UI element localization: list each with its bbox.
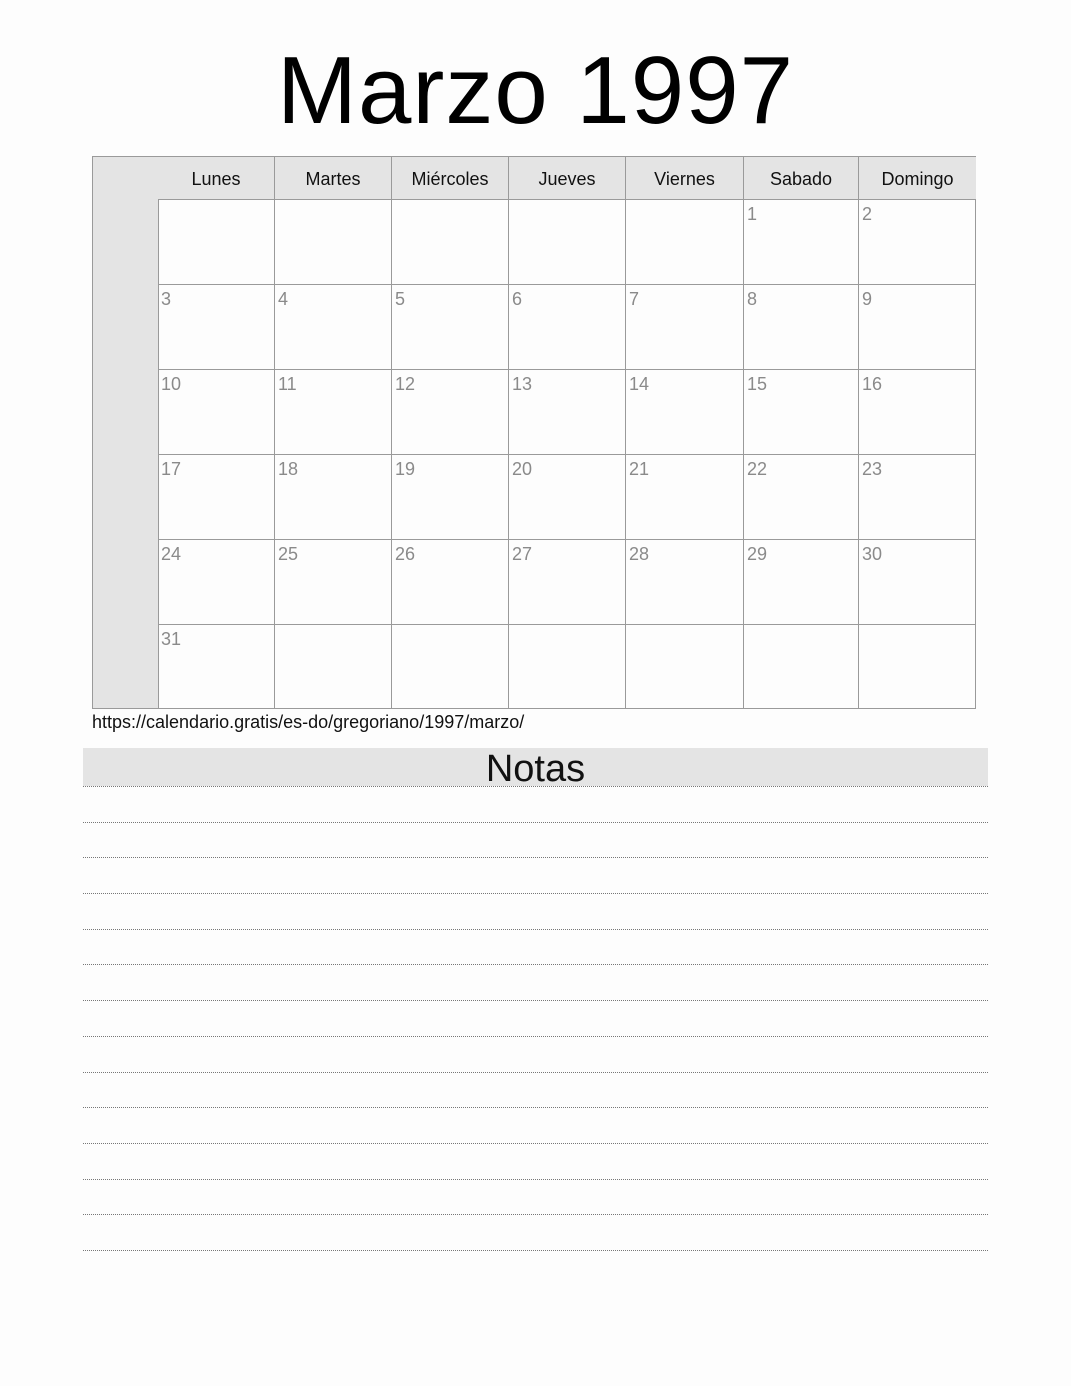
day-cell[interactable] xyxy=(509,285,626,369)
day-cell[interactable] xyxy=(626,200,744,284)
day-number: 24 xyxy=(161,544,182,564)
day-number: 2 xyxy=(862,204,873,224)
note-line[interactable] xyxy=(83,964,988,965)
note-line[interactable] xyxy=(83,893,988,894)
day-number: 21 xyxy=(629,459,650,479)
day-number: 9 xyxy=(862,289,873,309)
day-cell[interactable] xyxy=(509,200,626,284)
day-cell[interactable] xyxy=(392,540,509,624)
day-cell[interactable] xyxy=(392,200,509,284)
note-line[interactable] xyxy=(83,1250,988,1251)
day-cell[interactable] xyxy=(744,625,859,709)
day-cell[interactable] xyxy=(392,370,509,454)
day-number: 29 xyxy=(747,544,768,564)
day-number: 26 xyxy=(395,544,416,564)
weekday-header: Viernes xyxy=(626,157,744,199)
weekday-header: Jueves xyxy=(509,157,626,199)
day-number: 5 xyxy=(395,289,406,309)
day-cell[interactable] xyxy=(626,285,744,369)
day-cell[interactable] xyxy=(392,455,509,539)
weekday-header-row xyxy=(158,157,976,200)
day-number: 17 xyxy=(161,459,182,479)
note-line[interactable] xyxy=(83,1214,988,1215)
day-cell[interactable] xyxy=(509,370,626,454)
note-line[interactable] xyxy=(83,1072,988,1073)
day-cell[interactable] xyxy=(859,455,976,539)
day-cell[interactable] xyxy=(744,370,859,454)
day-number: 15 xyxy=(747,374,768,394)
day-cell[interactable] xyxy=(744,285,859,369)
weekday-header: Sabado xyxy=(744,157,859,199)
day-cell[interactable] xyxy=(392,285,509,369)
day-number: 13 xyxy=(512,374,533,394)
day-cell[interactable] xyxy=(158,200,275,284)
page-title: Marzo 1997 xyxy=(277,37,794,144)
day-number: 14 xyxy=(629,374,650,394)
day-cell[interactable] xyxy=(859,285,976,369)
note-line[interactable] xyxy=(83,929,988,930)
day-number: 22 xyxy=(747,459,768,479)
day-cell[interactable] xyxy=(744,540,859,624)
day-cell[interactable] xyxy=(626,625,744,709)
week-row xyxy=(158,455,976,540)
weekday-header: Miércoles xyxy=(392,157,509,199)
note-line[interactable] xyxy=(83,1107,988,1108)
day-number: 20 xyxy=(512,459,533,479)
note-line[interactable] xyxy=(83,1036,988,1037)
note-line[interactable] xyxy=(83,1000,988,1001)
day-number: 11 xyxy=(278,374,297,394)
day-cell[interactable] xyxy=(158,625,275,709)
day-number: 28 xyxy=(629,544,650,564)
weekday-header: Lunes xyxy=(158,157,275,199)
day-number: 16 xyxy=(862,374,883,394)
note-line[interactable] xyxy=(83,1143,988,1144)
day-cell[interactable] xyxy=(509,455,626,539)
day-cell[interactable] xyxy=(626,540,744,624)
day-number: 8 xyxy=(747,289,758,309)
day-cell[interactable] xyxy=(275,455,392,539)
note-line[interactable] xyxy=(83,786,988,787)
day-cell[interactable] xyxy=(275,200,392,284)
day-number: 25 xyxy=(278,544,299,564)
week-row xyxy=(158,285,976,370)
day-number: 3 xyxy=(161,289,172,309)
days-grid xyxy=(158,200,976,710)
week-row xyxy=(158,625,976,710)
day-cell[interactable] xyxy=(392,625,509,709)
day-cell[interactable] xyxy=(275,285,392,369)
day-cell[interactable] xyxy=(859,370,976,454)
notes-title: Notas xyxy=(83,748,988,786)
day-cell[interactable] xyxy=(509,625,626,709)
day-number: 7 xyxy=(629,289,640,309)
note-line[interactable] xyxy=(83,822,988,823)
day-number: 23 xyxy=(862,459,883,479)
day-cell[interactable] xyxy=(275,370,392,454)
day-cell[interactable] xyxy=(275,540,392,624)
day-cell[interactable] xyxy=(859,540,976,624)
day-cell[interactable] xyxy=(626,370,744,454)
day-cell[interactable] xyxy=(275,625,392,709)
note-line[interactable] xyxy=(83,1179,988,1180)
day-cell[interactable] xyxy=(744,200,859,284)
day-number: 19 xyxy=(395,459,416,479)
day-number: 27 xyxy=(512,544,533,564)
day-cell[interactable] xyxy=(859,625,976,709)
week-row xyxy=(158,200,976,285)
day-number: 30 xyxy=(862,544,883,564)
day-cell[interactable] xyxy=(158,370,275,454)
day-number: 12 xyxy=(395,374,416,394)
day-cell[interactable] xyxy=(744,455,859,539)
weekday-header: Domingo xyxy=(881,169,954,189)
day-number: 18 xyxy=(278,459,299,479)
day-number: 6 xyxy=(512,289,523,309)
day-cell[interactable] xyxy=(158,285,275,369)
day-cell[interactable] xyxy=(626,455,744,539)
calendar-grid xyxy=(92,156,976,709)
week-row xyxy=(158,540,976,625)
week-row xyxy=(158,370,976,455)
day-cell[interactable] xyxy=(859,200,976,284)
weekday-header: Martes xyxy=(275,157,392,199)
day-number: 10 xyxy=(161,374,182,394)
week-number-column xyxy=(93,157,159,708)
day-cell[interactable] xyxy=(158,455,275,539)
day-number: 4 xyxy=(278,289,289,309)
source-url[interactable]: https://calendario.gratis/es-do/gregoriano/1997/marzo/ xyxy=(92,712,525,732)
day-cell[interactable] xyxy=(158,540,275,624)
day-number: 31 xyxy=(161,629,182,649)
note-line[interactable] xyxy=(83,857,988,858)
day-cell[interactable] xyxy=(509,540,626,624)
day-number: 1 xyxy=(747,204,758,224)
